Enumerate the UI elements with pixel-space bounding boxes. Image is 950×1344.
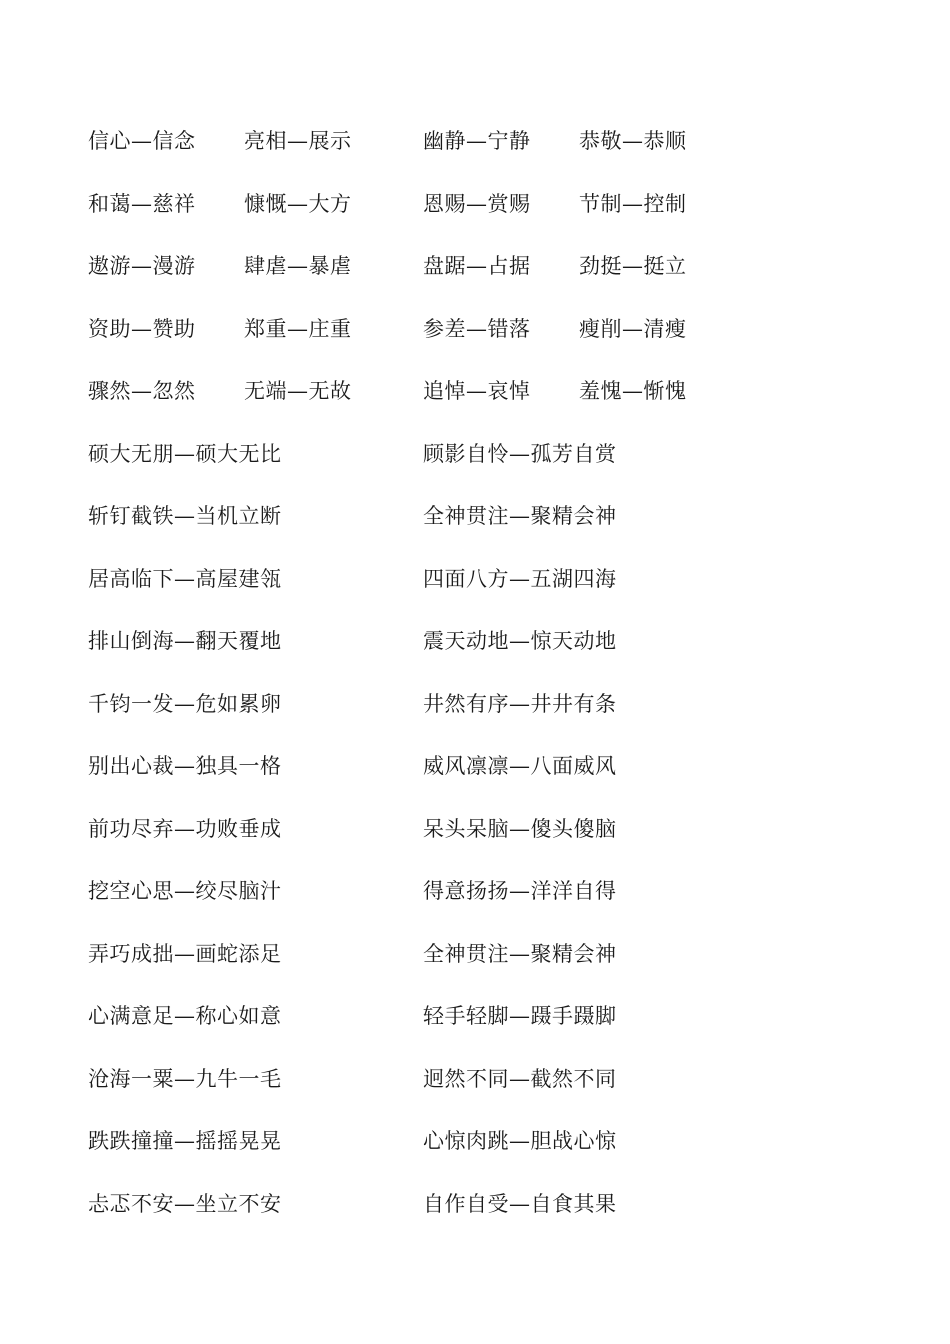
idiom-pair: 千钧一发—危如累卵 [88, 692, 282, 716]
word-pair: 幽静—宁静 [423, 129, 531, 153]
idiom-pair: 得意扬扬—洋洋自得 [423, 879, 617, 903]
idiom-pair-row [0, 434, 950, 474]
idiom-pair: 井然有序—井井有条 [423, 692, 617, 716]
idiom-pair-row [0, 746, 950, 786]
idiom-pair: 忐忑不安—坐立不安 [88, 1192, 282, 1216]
idiom-pair: 硕大无朋—硕大无比 [88, 442, 282, 466]
idiom-pair: 沧海一粟—九牛一毛 [88, 1067, 282, 1091]
idiom-pair-row [0, 1059, 950, 1099]
word-pair: 追悼—哀悼 [423, 379, 531, 403]
idiom-pair: 顾影自怜—孤芳自赏 [423, 442, 617, 466]
word-pair: 瘦削—清瘦 [579, 317, 687, 341]
word-pair: 恩赐—赏赐 [423, 192, 531, 216]
idiom-pair: 心满意足—称心如意 [88, 1004, 282, 1028]
idiom-pair: 轻手轻脚—蹑手蹑脚 [423, 1004, 617, 1028]
word-pair-row [0, 246, 950, 286]
idiom-pair-row [0, 871, 950, 911]
idiom-pair: 排山倒海—翻天覆地 [88, 629, 282, 653]
word-pair-row [0, 371, 950, 411]
word-pair: 资助—赞助 [88, 317, 196, 341]
idiom-pair: 呆头呆脑—傻头傻脑 [423, 817, 617, 841]
idiom-pair: 震天动地—惊天动地 [423, 629, 617, 653]
idiom-pair: 全神贯注—聚精会神 [423, 942, 617, 966]
word-pair-row [0, 309, 950, 349]
word-pair: 遨游—漫游 [88, 254, 196, 278]
idiom-pair-row [0, 496, 950, 536]
word-pair: 羞愧—惭愧 [579, 379, 687, 403]
word-pair: 劲挺—挺立 [579, 254, 687, 278]
idiom-pair-row [0, 684, 950, 724]
idiom-pair: 威风凛凛—八面威风 [423, 754, 617, 778]
word-pair-row [0, 121, 950, 161]
word-pair: 盘踞—占据 [423, 254, 531, 278]
idiom-pair-row [0, 996, 950, 1036]
word-pair: 节制—控制 [579, 192, 687, 216]
word-pair: 肆虐—暴虐 [244, 254, 352, 278]
idiom-pair-row [0, 809, 950, 849]
idiom-pair: 斩钉截铁—当机立断 [88, 504, 282, 528]
idiom-pair: 心惊肉跳—胆战心惊 [423, 1129, 617, 1153]
word-pair-row [0, 184, 950, 224]
idiom-pair-row [0, 1121, 950, 1161]
word-pair: 恭敬—恭顺 [579, 129, 687, 153]
idiom-pair: 跌跌撞撞—摇摇晃晃 [88, 1129, 282, 1153]
idiom-pair: 前功尽弃—功败垂成 [88, 817, 282, 841]
word-pair: 慷慨—大方 [244, 192, 352, 216]
word-pair: 和蔼—慈祥 [88, 192, 196, 216]
idiom-pair: 别出心裁—独具一格 [88, 754, 282, 778]
word-pair: 信心—信念 [88, 129, 196, 153]
word-pair: 无端—无故 [244, 379, 352, 403]
word-pair: 郑重—庄重 [244, 317, 352, 341]
idiom-pair: 挖空心思—绞尽脑汁 [88, 879, 282, 903]
idiom-pair-row [0, 621, 950, 661]
idiom-pair: 全神贯注—聚精会神 [423, 504, 617, 528]
idiom-pair: 迥然不同—截然不同 [423, 1067, 617, 1091]
idiom-pair: 弄巧成拙—画蛇添足 [88, 942, 282, 966]
idiom-pair: 自作自受—自食其果 [423, 1192, 617, 1216]
word-pair: 骤然—忽然 [88, 379, 196, 403]
idiom-pair-row [0, 559, 950, 599]
word-pair: 亮相—展示 [244, 129, 352, 153]
idiom-pair-row [0, 1184, 950, 1224]
word-pair: 参差—错落 [423, 317, 531, 341]
idiom-pair: 居高临下—高屋建瓴 [88, 567, 282, 591]
idiom-pair-row [0, 934, 950, 974]
idiom-pair: 四面八方—五湖四海 [423, 567, 617, 591]
